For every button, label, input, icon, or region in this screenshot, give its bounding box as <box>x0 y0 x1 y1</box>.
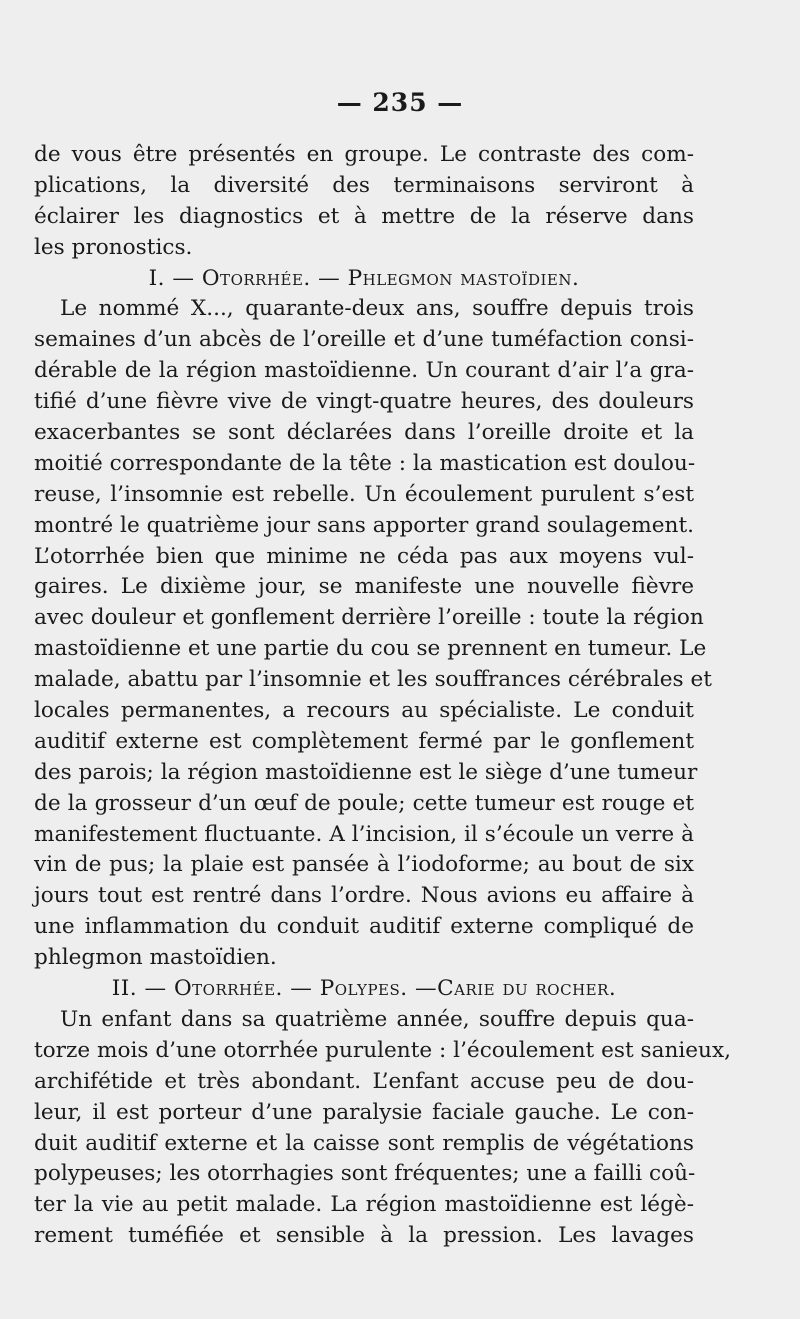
case-1-paragraph <box>34 294 712 974</box>
text-line: mastoïdienne et une partie du cou se prennent en tumeur. Le <box>34 636 707 662</box>
text-line: tifié d’une fièvre vive de vingt-quatre heures, des douleurs <box>34 389 694 415</box>
text-line: Le nommé X..., quarante-deux ans, souffre depuis trois <box>60 296 694 322</box>
text-line: leur, il est porteur d’une paralysie faciale gauche. Le con- <box>34 1099 694 1125</box>
text-line: malade, abattu par l’insomnie et les souffrances cérébrales et <box>34 667 712 693</box>
text-line: duit auditif externe et la caisse sont remplis de végétations <box>34 1130 694 1156</box>
section-heading-1: I. — Otorrhée. — Phlegmon mastoïdien. <box>148 265 580 291</box>
text-line: dérable de la région mastoïdienne. Un courant d’air l’a gra- <box>34 358 694 384</box>
paragraph-continuation <box>34 140 694 264</box>
text-line: torze mois d’une otorrhée purulente : l’écoulement est sanieux, <box>34 1037 731 1063</box>
text-line: des parois; la région mastoïdienne est le siège d’une tumeur <box>34 759 698 785</box>
text-line: éclairer les diagnostics et à mettre de la réserve dans <box>34 203 694 229</box>
text-line: exacerbantes se sont déclarées dans l’oreille droite et la <box>34 420 694 446</box>
text-line: de la grosseur d’un œuf de poule; cette tumeur est rouge et <box>34 790 694 816</box>
text-line: les pronostics. <box>34 234 193 260</box>
text-line: jours tout est rentré dans l’ordre. Nous avions eu affaire à <box>34 883 694 909</box>
text-line: ter la vie au petit malade. La région mastoïdienne est légè- <box>34 1192 694 1218</box>
text-line: semaines d’un abcès de l’oreille et d’une tuméfaction consi- <box>34 327 694 353</box>
page-number: — 235 — <box>336 88 464 117</box>
text-line: polypeuses; les otorrhagies sont fréquentes; une a failli coû- <box>34 1161 696 1187</box>
text-line: phlegmon mastoïdien. <box>34 945 277 971</box>
section-heading-2: II. — Otorrhée. — Polypes. —Carie du rocher. <box>111 976 617 1002</box>
text-line: rement tuméfiée et sensible à la pression. Les lavages <box>34 1223 694 1249</box>
body-text <box>34 140 731 1252</box>
case-2-paragraph <box>34 1005 731 1252</box>
text-line: reuse, l’insomnie est rebelle. Un écoulement purulent s’est <box>34 481 694 507</box>
text-line: vin de pus; la plaie est pansée à l’iodoforme; au bout de six <box>34 852 694 878</box>
text-line: locales permanentes, a recours au spécialiste. Le conduit <box>34 698 694 724</box>
text-line: archifétide et très abondant. L’enfant accuse peu de dou- <box>34 1068 694 1094</box>
text-line: de vous être présentés en groupe. Le contraste des com- <box>34 142 694 167</box>
text-line: Un enfant dans sa quatrième année, souffre depuis qua- <box>60 1006 694 1032</box>
text-line: gaires. Le dixième jour, se manifeste une nouvelle fièvre <box>34 574 694 600</box>
text-line: montré le quatrième jour sans apporter grand soulagement. <box>34 512 694 538</box>
text-line: auditif externe est complètement fermé par le gonflement <box>34 728 694 754</box>
text-line: avec douleur et gonflement derrière l’oreille : toute la région <box>34 605 704 631</box>
text-line: manifestement fluctuante. A l’incision, il s’écoule un verre à <box>34 821 694 847</box>
text-line: moitié correspondante de la tête : la mastication est doulou- <box>34 450 696 476</box>
text-line: L’otorrhée bien que minime ne céda pas aux moyens vul- <box>34 543 694 569</box>
text-line: plications, la diversité des terminaisons serviront à <box>34 172 694 198</box>
text-line: une inflammation du conduit auditif externe compliqué de <box>34 914 694 940</box>
